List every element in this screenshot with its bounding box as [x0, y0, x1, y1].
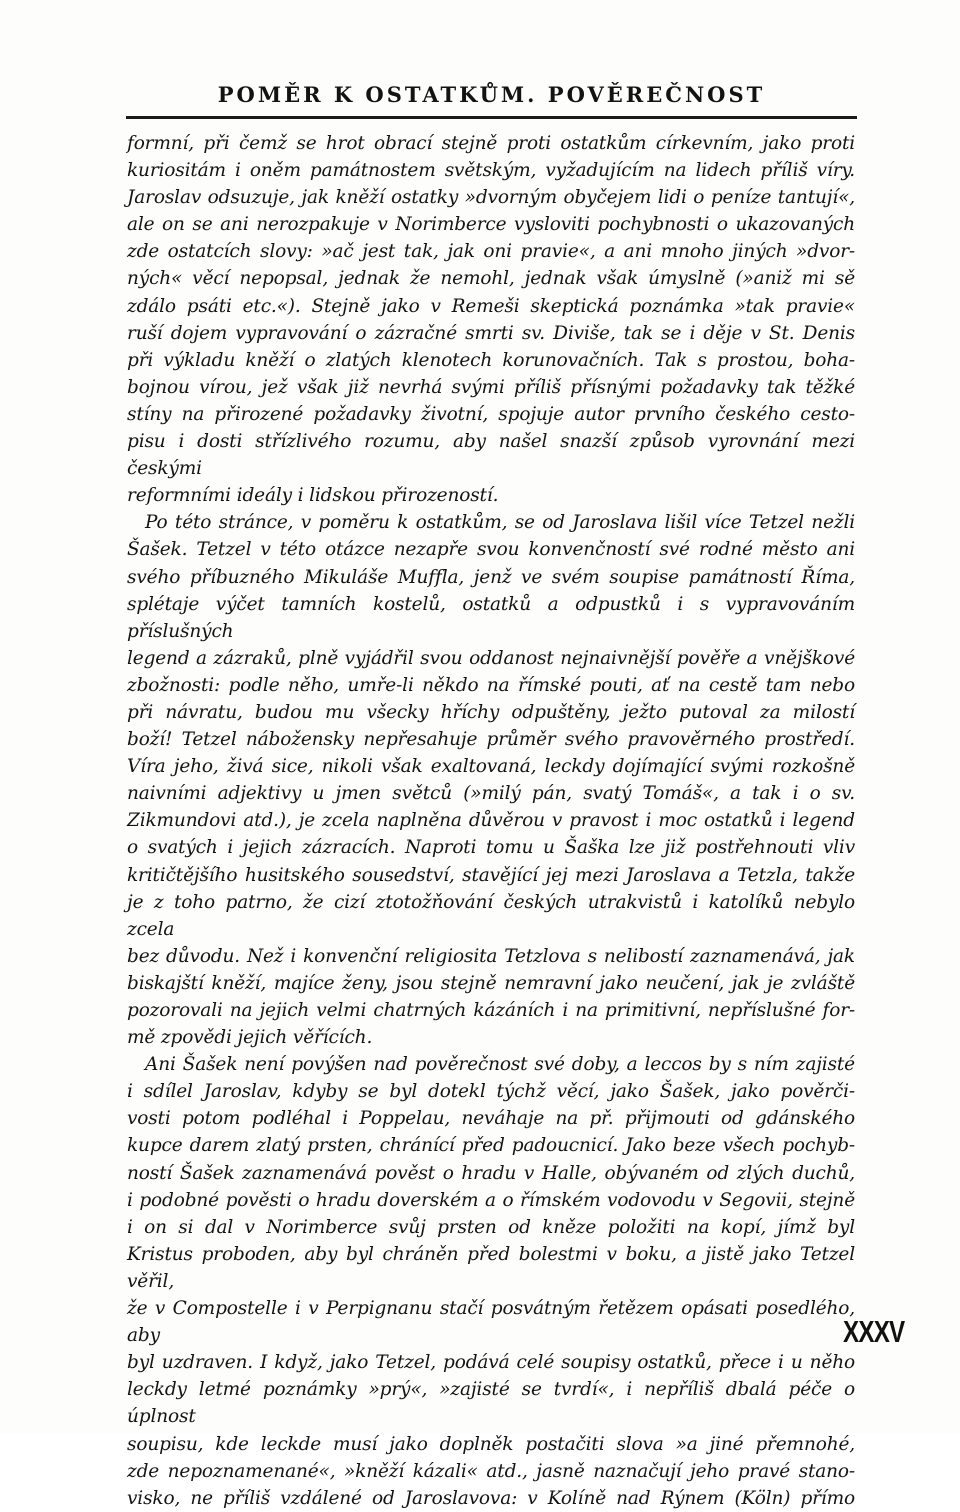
- text-line: zde ostatcích slovy: »ač jest tak, jak oni pravie«, a ani mnoho jiných »dvor-: [127, 241, 855, 263]
- text-line: zde nepoznamenané«, »kněží kázali« atd., jasně naznačují jeho pravé stano-: [127, 1460, 855, 1482]
- text-line: je z toho patrno, že cizí ztotožňování českých utrakvistů i katolíků nebylo zcela: [127, 891, 855, 940]
- text-line: biskajští kněží, majíce ženy, jsou stejně nemravní jako neučení, jak je zvláště: [127, 972, 855, 994]
- text-line: bojnou vírou, jež však již nevrhá svými příliš přísnými požadavky tak těžké: [127, 376, 855, 398]
- text-line: Po této stránce, v poměru k ostatkům, se od Jaroslava lišil více Tetzel nežli: [145, 512, 855, 534]
- text-line: ale on se ani nerozpakuje v Norimberce vysloviti pochybnosti o ukazovaných: [127, 214, 855, 236]
- text-line: při výkladu kněží o zlatých klenotech korunovačních. Tak s prostou, boha-: [127, 349, 855, 371]
- text-line: ných« věcí nepopsal, jednak že nemohl, jednak však úmyslně (»aniž mi sě: [127, 268, 855, 290]
- text-line: zbožnosti: podle něho, umře-li někdo na římské pouti, ať na cestě tam nebo: [127, 674, 855, 696]
- text-line: i podobné pověsti o hradu doverském a o římském vodovodu v Segovii, stejně: [127, 1189, 855, 1211]
- body-text: [127, 130, 855, 1512]
- text-line: byl uzdraven. I když, jako Tetzel, podává celé soupisy ostatků, přece i u něho: [127, 1352, 855, 1374]
- text-line: mě zpovědi jejich věřících.: [127, 1027, 373, 1049]
- text-line: Šašek. Tetzel v této otázce nezapře svou konvenčností své rodné město ani: [127, 539, 855, 561]
- text-line: formní, při čemž se hrot obrací stejně proti ostatkům církevním, jako proti: [127, 133, 855, 154]
- text-line: pozorovali na jejich velmi chatrných kázáních i na primitivní, nepříslušné for-: [127, 1000, 855, 1021]
- text-line: visko, ne příliš vzdálené od Jaroslavova: v Kolíně nad Rýnem (Köln) přímo: [127, 1487, 855, 1509]
- text-line: reformními ideály i lidskou přirozeností.: [127, 485, 499, 507]
- text-line: soupisu, kde leckde musí jako doplněk postačiti slova »a jiné přemnohé,: [127, 1433, 855, 1455]
- text-line: Víra jeho, živá sice, nikoli však exaltovaná, leckdy dojímající svými rozkošně: [127, 756, 855, 778]
- text-line: Kristus proboden, aby byl chráněn před bolestmi v boku, a jistě jako Tetzel věřil,: [127, 1243, 855, 1292]
- text-line: bez důvodu. Než i konvenční religiosita Tetzlova s nelibostí zaznamenává, jak: [127, 945, 855, 967]
- text-line: kuriositám i oněm památnostem světským, vyžadujícím na lidech příliš víry.: [127, 160, 855, 182]
- text-line: naivními adjektivy u jmen světců (»milý pán, svatý Tomáš«, a tak i o sv.: [127, 783, 855, 805]
- text-line: že v Compostelle i v Perpignanu stačí posvátným řetězem opásati posedlého, aby: [127, 1298, 855, 1347]
- text-line: boží! Tetzel nábožensky nepřesahuje průměr svého pravověrného prostředí.: [127, 729, 855, 751]
- text-line: Ani Šašek není povýšen nad pověrečnost své doby, a leccos by s ním zajisté: [145, 1054, 855, 1076]
- text-line: Jaroslav odsuzuje, jak kněží ostatky »dvorným obyčejem lidi o peníze tantují«,: [127, 187, 855, 209]
- text-line: ruší dojem vypravování o zázračné smrti sv. Diviše, tak se i děje v St. Denis: [127, 322, 855, 344]
- text-line: svého příbuzného Mikuláše Muffla, jenž ve svém soupise památností Říma,: [127, 566, 855, 588]
- text-line: kupce darem zlatý prsten, chránící před padoucnicí. Jako beze všech pochyb-: [127, 1135, 855, 1157]
- text-line: splétaje výčet tamních kostelů, ostatků a odpustků i s vypravováním příslušných: [127, 593, 855, 642]
- text-line: zdálo psáti etc.«). Stejně jako v Remeši skeptická poznámka »tak pravie«: [127, 295, 855, 317]
- text-line: vosti potom podléhal i Poppelau, neváhaje na př. přijmouti od gdánského: [127, 1108, 855, 1130]
- signature-mark: XXXV: [843, 1314, 905, 1349]
- text-line: o svatých i jejich zázracích. Naproti tomu u Šaška lze již postřehnouti vliv: [127, 837, 855, 859]
- text-line: při návratu, budou mu všecky hříchy odpuštěny, ježto putoval za milostí: [127, 701, 855, 723]
- text-line: ností Šašek zaznamenává pověst o hradu v Halle, obývaném od zlých duchů,: [127, 1162, 855, 1184]
- text-line: pisu i dosti střízlivého rozumu, aby našel snazší způsob vyrovnání mezi českými: [127, 431, 855, 480]
- text-line: legend a zázraků, plně vyjádřil svou oddanost nejnaivnější pověře a vnějškové: [127, 647, 855, 669]
- text-line: i sdílel Jaroslav, kdyby se byl dotekl týchž věcí, jako Šašek, jako pověrči-: [127, 1081, 855, 1103]
- text-line: leckdy letmé poznámky »prý«, »zajisté se tvrdí«, i nepříliš dbalá péče o úplnost: [127, 1379, 855, 1428]
- text-line: stíny na přirozené požadavky životní, spojuje autor prvního českého cesto-: [127, 403, 855, 425]
- page-title: POMĚR K OSTATKŮM. POVĚREČNOST: [217, 82, 766, 107]
- text-line: i on si dal v Norimberce svůj prsten od kněze položiti na kopí, jímž byl: [127, 1216, 855, 1238]
- text-line: Zikmundovi atd.), je zcela naplněna důvěrou v pravost i moc ostatků i legend: [127, 810, 855, 832]
- text-line: kritičtějšího husitského sousedství, stavějící jej mezi Jaroslava a Tetzla, takže: [127, 864, 855, 886]
- header-rule-divider: [126, 116, 857, 119]
